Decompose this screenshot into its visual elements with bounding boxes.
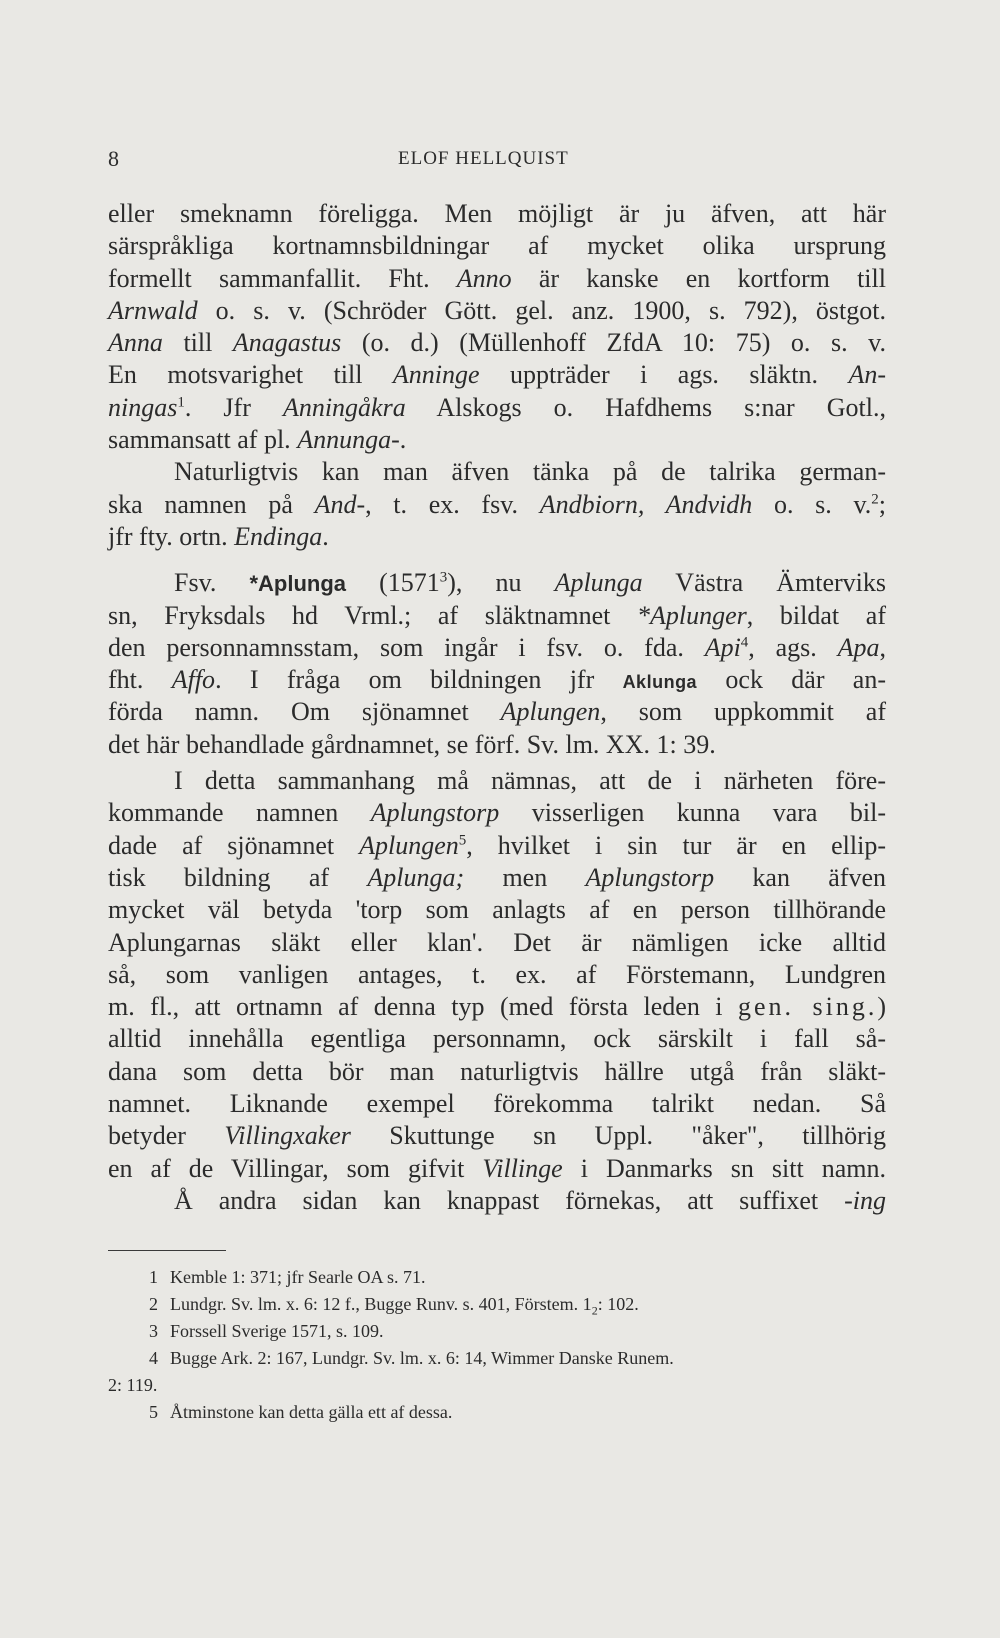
text-line <box>108 198 886 230</box>
italic-term: Affo <box>171 665 216 695</box>
text-span: , bildat af <box>746 600 886 630</box>
text-line <box>108 1185 886 1217</box>
crossref-term: Aklunga <box>622 672 698 693</box>
footnote-number: 3 <box>149 1321 158 1341</box>
footnote-ref: 1 <box>177 394 185 411</box>
text-span: En motsvarighet till <box>108 360 393 390</box>
text-span: är kanske en kortform till <box>511 263 886 293</box>
footnote-text: : 102. <box>597 1294 639 1314</box>
text-line <box>108 489 886 521</box>
text-span: alltid innehålla egentliga personnamn, ock särskilt i fall så- <box>108 1024 886 1054</box>
text-span: ) <box>877 992 887 1022</box>
text-line <box>108 359 886 391</box>
text-span: till <box>162 328 233 358</box>
footnote-number: 5 <box>149 1402 158 1422</box>
text-span: betyder <box>108 1121 225 1151</box>
text-span: Fsv. <box>174 568 250 598</box>
text-span: en af de Villingar, som gifvit <box>108 1153 483 1183</box>
footnote <box>108 1318 888 1345</box>
italic-term: Anninge <box>392 360 480 390</box>
italic-term: Villingxaker <box>224 1121 351 1151</box>
text-span: namnet. Liknande exempel förekomma talrikt nedan. Så <box>108 1089 886 1119</box>
footnote <box>108 1291 888 1318</box>
text-span: det här behandlade gårdnamnet, se förf. Sv. lm. XX. 1: 39. <box>108 729 716 759</box>
text-line <box>108 765 886 797</box>
italic-term: Aplungstorp <box>370 798 500 828</box>
text-span: . <box>322 521 329 551</box>
text-span: ), nu <box>447 568 555 598</box>
page-number: 8 <box>108 146 119 171</box>
text-line <box>108 1120 886 1152</box>
italic-term: Aplungen <box>500 697 601 727</box>
text-span: , hvilket i sin tur är en ellip- <box>466 830 886 860</box>
text-line <box>108 797 886 829</box>
text-span: i Danmarks sn sitt namn. <box>562 1153 886 1183</box>
italic-term: Anno <box>456 263 512 293</box>
footnote <box>108 1399 888 1426</box>
text-span: ock där an- <box>697 665 886 695</box>
italic-term: Annunga- <box>297 425 400 455</box>
text-span: , som uppkommit af <box>600 697 886 727</box>
subscript: 2 <box>591 1303 598 1318</box>
text-span: Aplungarnas släkt eller klan'. Det är nämligen icke alltid <box>108 927 886 957</box>
text-line <box>108 1023 886 1055</box>
text-span: (o. d.) (Müllenhoff ZfdA 10: 75) o. s. v. <box>341 328 886 358</box>
text-span: den personnamnsstam, som ingår i fsv. o. fda. <box>108 632 705 662</box>
text-span: så, som vanligen antages, t. ex. af Förstemann, Lundgren <box>108 959 886 989</box>
italic-term: Andbiorn, Andvidh <box>539 489 753 519</box>
text-span: ; <box>878 489 887 519</box>
text-span: Å andra sidan kan knappast förnekas, att suffixet <box>174 1185 845 1215</box>
text-span: särspråkliga kortnamnsbildningar af mycket olika ursprung <box>108 231 886 261</box>
text-span: eller smeknamn föreligga. Men möjligt är ju äfven, att här <box>108 199 886 228</box>
italic-term: Endinga <box>234 521 323 551</box>
text-span: . Jfr <box>184 392 283 422</box>
text-line <box>108 424 886 456</box>
footnote <box>108 1345 888 1372</box>
text-span: Västra Ämterviks <box>642 568 886 598</box>
text-span: förda namn. Om sjönamnet <box>108 697 501 727</box>
spaced-term: gen. sing. <box>737 992 878 1022</box>
text-line <box>108 632 886 664</box>
text-line <box>108 1153 886 1185</box>
text-span: uppträder i ags. släktn. <box>479 360 849 390</box>
italic-term: Anningåkra <box>282 392 406 422</box>
text-line <box>108 295 886 327</box>
footnote-ref: 2 <box>871 491 879 508</box>
text-span: Naturligtvis kan man äfven tänka på de talrika german- <box>174 457 886 487</box>
text-span: kan äfven <box>714 862 887 892</box>
text-span: (1571 <box>346 568 440 598</box>
page-header <box>0 146 1000 176</box>
text-span: o. s. v. (Schröder Gött. gel. anz. 1900, s. 792), östgot. <box>197 295 886 325</box>
text-line <box>108 327 886 359</box>
text-line <box>108 959 886 991</box>
footnote-number: 1 <box>149 1267 158 1287</box>
text-line <box>108 1056 886 1088</box>
text-span: fht. <box>108 665 172 695</box>
text-line <box>108 830 886 862</box>
italic-term: Villinge <box>482 1153 563 1183</box>
footnote-text: Lundgr. Sv. lm. x. 6: 12 f., Bugge Runv. s. 401, Förstem. 1 <box>170 1294 592 1314</box>
italic-term: Apa <box>837 632 880 662</box>
footnote-ref: 5 <box>458 831 467 848</box>
footnote-text: Bugge Ark. 2: 167, Lundgr. Sv. lm. x. 6: 14, Wimmer Danske Runem. <box>170 1348 674 1368</box>
headword: *Aplunga <box>249 571 347 597</box>
running-head: ELOF HELLQUIST <box>398 148 569 169</box>
text-span: . <box>399 425 407 455</box>
footnote-ref: 3 <box>439 569 448 586</box>
text-span: , <box>879 632 886 662</box>
italic-term: Anagastus <box>232 328 342 358</box>
text-span: . I fråga om bildningen jfr <box>215 665 623 695</box>
text-span: dade af sjönamnet <box>108 830 360 860</box>
footnote-text: Kemble 1: 371; jfr Searle OA s. 71. <box>170 1267 426 1287</box>
text-span: , t. ex. fsv. <box>365 489 540 519</box>
italic-term: Aplungen <box>359 830 459 860</box>
text-line <box>108 230 886 262</box>
italic-term: An- <box>848 360 887 390</box>
italic-term: -ing <box>844 1185 886 1215</box>
text-line <box>108 567 886 599</box>
text-line <box>108 991 886 1023</box>
text-line <box>108 600 886 632</box>
text-line <box>108 521 886 553</box>
italic-term: Aplunga <box>554 568 643 598</box>
text-line <box>108 894 886 926</box>
footnote-rule <box>108 1250 226 1251</box>
text-line <box>108 696 886 728</box>
text-span: I detta sammanhang må nämnas, att de i närheten före- <box>174 766 886 796</box>
footnote-number: 2 <box>149 1294 158 1314</box>
italic-term: Arnwald <box>108 295 198 325</box>
italic-term: ningas <box>108 392 178 422</box>
text-line <box>108 1088 886 1120</box>
text-span: jfr fty. ortn. <box>108 521 235 551</box>
text-span: men <box>464 862 586 892</box>
text-line <box>108 263 886 295</box>
footnote-ref: 4 <box>740 634 749 651</box>
text-line <box>108 927 886 959</box>
text-line <box>108 456 886 488</box>
text-span: formellt sammanfallit. Fht. <box>108 263 457 293</box>
text-span: sn, Fryksdals hd Vrml.; af släktnamnet <box>108 600 638 630</box>
text-span: visserligen kunna vara bil- <box>499 798 886 828</box>
body-text <box>108 198 886 1217</box>
text-line <box>108 664 886 696</box>
italic-term: And- <box>314 489 366 519</box>
text-span: mycket väl betyda 'torp som anlagts af en person tillhörande <box>108 895 886 925</box>
text-span: Skuttunge sn Uppl. "åker", tillhörig <box>350 1121 886 1151</box>
text-line <box>108 729 886 761</box>
text-line <box>108 862 886 894</box>
footnote <box>108 1264 888 1291</box>
italic-term: Aplunga; <box>367 862 465 892</box>
text-span: dana som detta bör man naturligtvis hällre utgå från släkt- <box>108 1056 886 1086</box>
footnote-text: 2: 119. <box>108 1375 158 1395</box>
text-span: , ags. <box>748 632 838 662</box>
footnotes <box>108 1264 888 1426</box>
footnote-text: Åtminstone kan detta gälla ett af dessa. <box>170 1402 453 1422</box>
text-span: m. fl., att ortnamn af denna typ (med första leden i <box>108 992 738 1022</box>
text-span: Alskogs o. Hafdhems s:nar Gotl., <box>405 392 887 422</box>
footnote-text: Forssell Sverige 1571, s. 109. <box>170 1321 384 1341</box>
text-span: kommande namnen <box>108 798 371 828</box>
italic-term: Anna <box>108 328 163 358</box>
footnote-continuation <box>108 1372 888 1399</box>
footnote-number: 4 <box>149 1348 158 1368</box>
italic-term: *Aplunger <box>637 600 747 630</box>
text-span: ska namnen på <box>108 489 315 519</box>
text-span: sammansatt af pl. <box>108 425 298 455</box>
text-span: tisk bildning af <box>108 862 368 892</box>
text-line <box>108 392 886 424</box>
text-span: o. s. v. <box>752 489 872 519</box>
italic-term: Api <box>704 632 741 662</box>
italic-term: Aplungstorp <box>585 862 715 892</box>
